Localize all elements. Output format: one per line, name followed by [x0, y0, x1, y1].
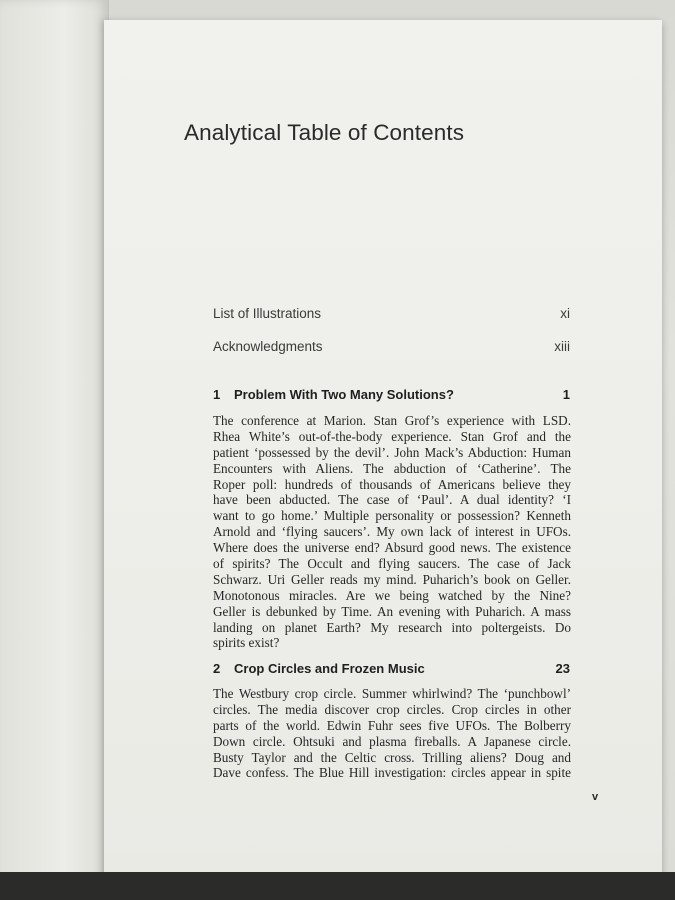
chapter-title: Crop Circles and Frozen Music [234, 661, 425, 676]
summary-line: parts of the world. Edwin Fuhr sees five UFOs. The Bolberry [213, 717, 571, 733]
summary-line: patient ‘possessed by the devil’. John Mack’s Abduction: Human [213, 444, 571, 460]
summary-line: Down circle. Ohtsuki and plasma fireballs. A Japanese circle. [213, 733, 571, 749]
summary-line: Busty Taylor and the Celtic cross. Trilling aliens? Doug and [213, 749, 571, 765]
summary-line: want to go home.’ Multiple personality or possession? Kenneth [213, 508, 571, 524]
summary-line: Roper poll: hundreds of thousands of Americans believe they [213, 476, 571, 492]
summary-line: Encounters with Aliens. The abduction of ‘Catherine’. The [213, 460, 571, 476]
chapter-page: 23 [555, 661, 570, 676]
summary-line: circles. The media discover crop circles. Crop circles in other [213, 701, 571, 717]
chapter-number: 1 [213, 387, 221, 402]
summary-line: The Westbury crop circle. Summer whirlwind? The ‘punchbowl’ [213, 686, 571, 701]
front-matter-acknowledgments [213, 339, 570, 357]
front-matter-page: xiii [554, 339, 570, 354]
page-title: Analytical Table of Contents [184, 120, 465, 145]
chapter-2-heading [213, 661, 570, 679]
summary-line: Geller is debunked by Time. An evening with Puharich. A mass [213, 603, 571, 619]
front-matter-label: Acknowledgments [213, 339, 323, 354]
chapter-title: Problem With Two Many Solutions? [234, 387, 454, 402]
summary-line: of spirits? The Occult and flying saucers. The case of Jack [213, 556, 571, 572]
summary-line: Monotonous miracles. Are we being watched by the Nine? [213, 587, 571, 603]
chapter-1-heading [213, 387, 570, 405]
summary-line: have been abducted. The case of ‘Paul’. A dual identity? ‘I [213, 492, 571, 508]
summary-line: Where does the universe end? Absurd good news. The existence [213, 540, 571, 556]
summary-line: spirits exist? [213, 635, 280, 651]
front-matter-list-of-illustrations [213, 306, 570, 324]
summary-line: Rhea White’s out-of-the-body experience. Stan Grof and the [213, 428, 571, 444]
dark-background-strip [0, 872, 675, 900]
summary-line: Dave confess. The Blue Hill investigation: circles appear in spite [213, 765, 571, 781]
summary-line: Arnold and ‘flying saucers’. My own lack of interest in UFOs. [213, 524, 571, 540]
summary-line: landing on planet Earth? My research into poltergeists. Do [213, 619, 571, 635]
chapter-page: 1 [562, 387, 570, 402]
summary-line: Schwarz. Uri Geller reads my mind. Puharich’s book on Geller. [213, 571, 571, 587]
page-folio: v [592, 791, 599, 803]
chapter-number: 2 [213, 661, 221, 676]
facing-page-edge [0, 0, 109, 893]
summary-line: The conference at Marion. Stan Grof’s experience with LSD. [213, 413, 571, 428]
chapter-1-summary [213, 413, 571, 651]
front-matter-page: xi [560, 306, 570, 321]
front-matter-label: List of Illustrations [213, 306, 322, 321]
chapter-2-summary [213, 686, 571, 781]
